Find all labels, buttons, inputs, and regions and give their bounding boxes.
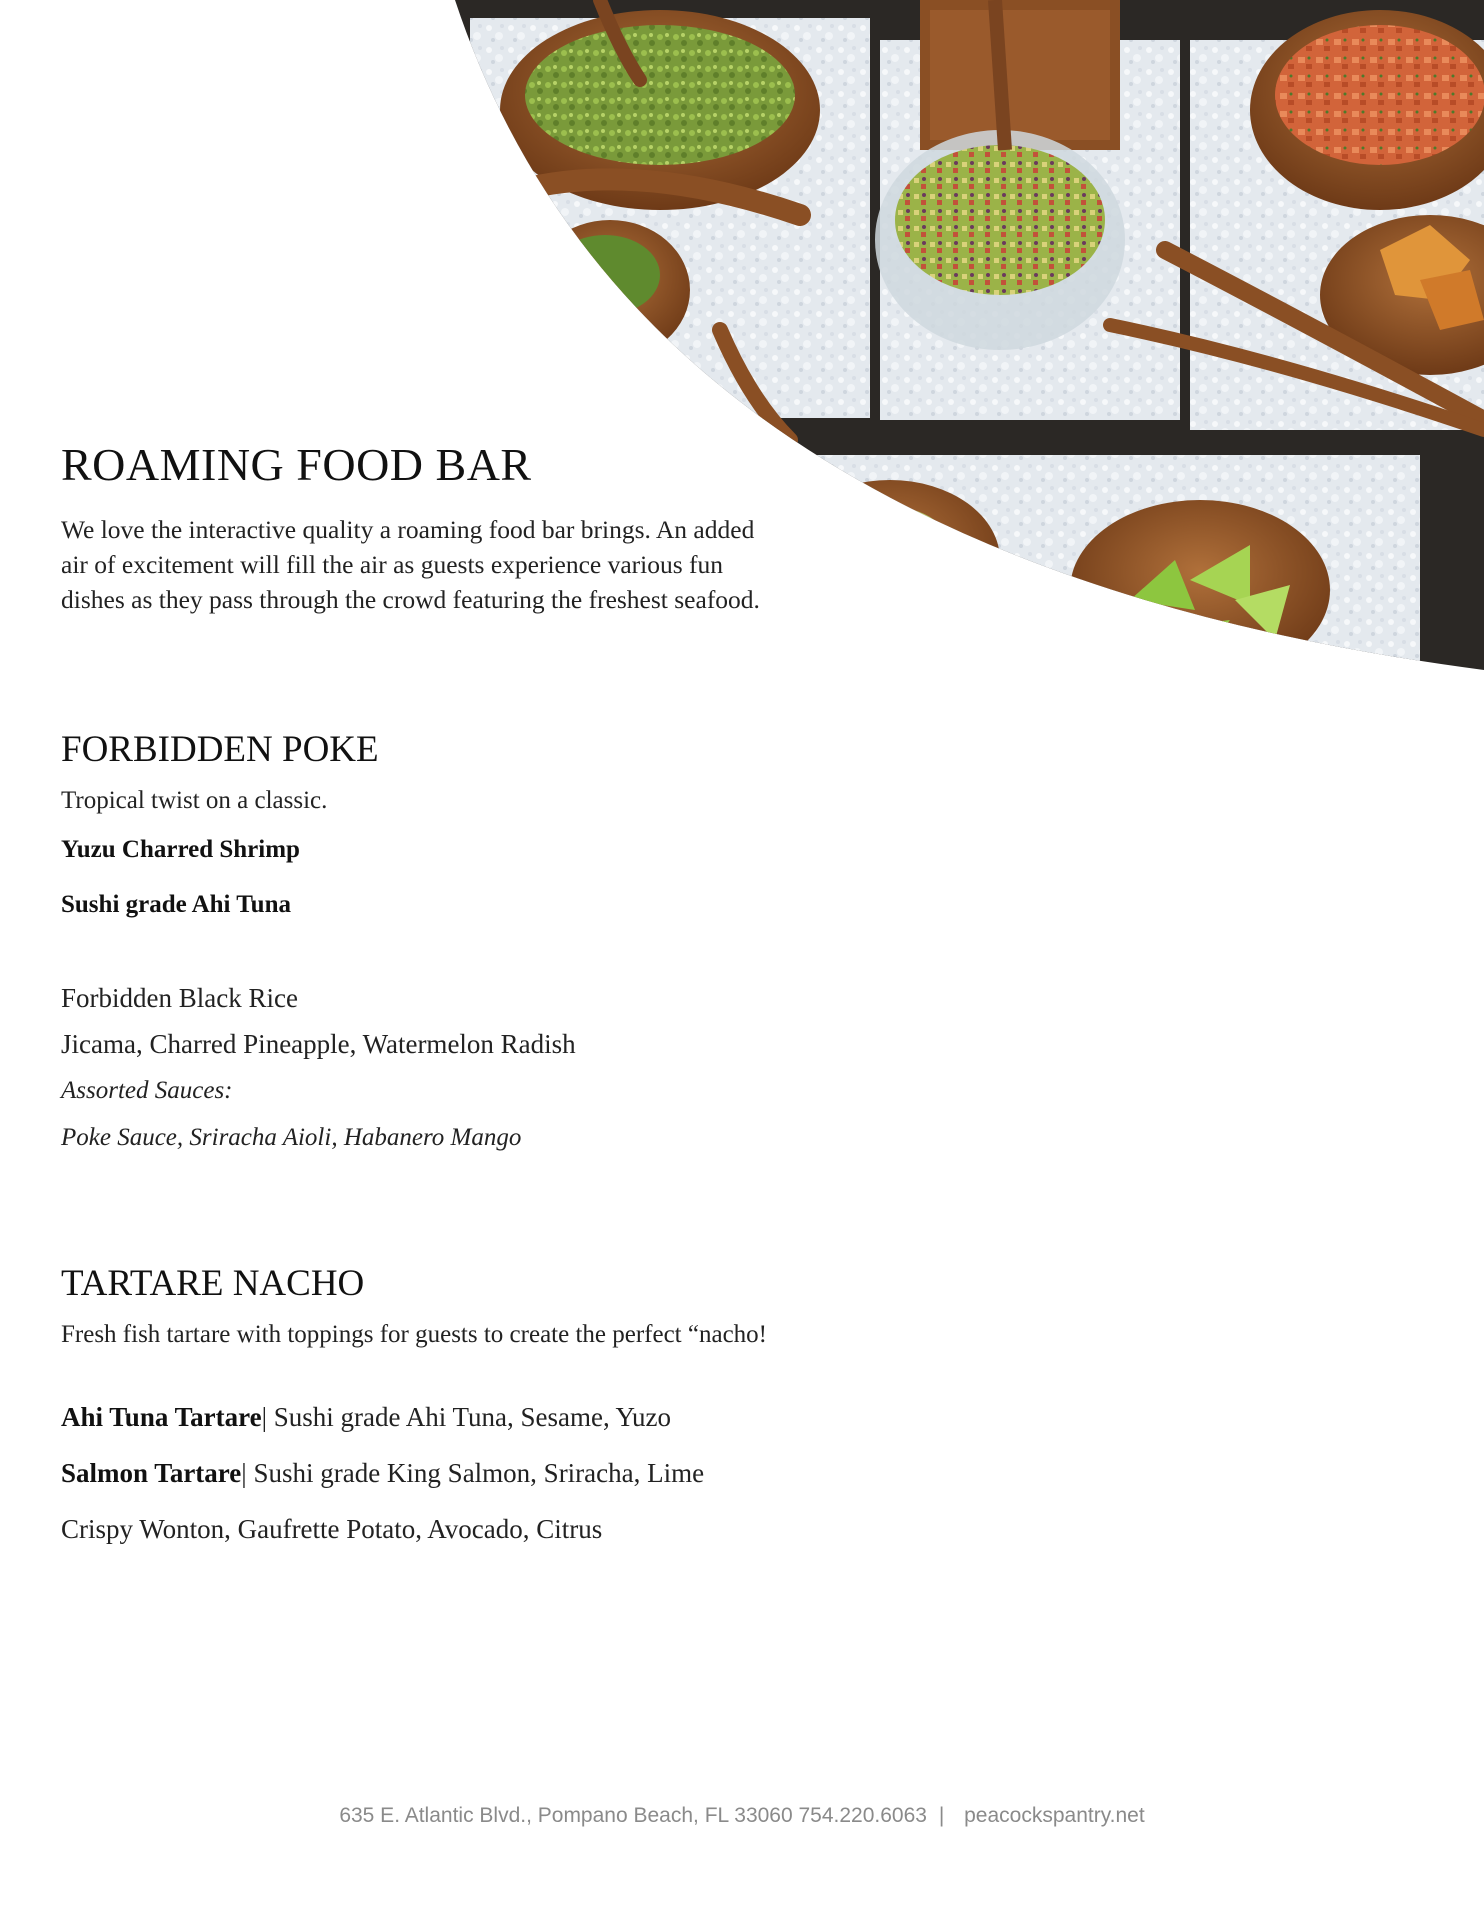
- poke-toppings: Jicama, Charred Pineapple, Watermelon Radish: [61, 1029, 576, 1059]
- nacho-item-name: Ahi Tuna Tartare: [61, 1402, 262, 1432]
- poke-protein-shrimp: Yuzu Charred Shrimp: [61, 836, 300, 863]
- footer-website-link[interactable]: peacockspantry.net: [964, 1804, 1145, 1827]
- nacho-item-ahi: [61, 1402, 671, 1433]
- poke-protein-tuna: Sushi grade Ahi Tuna: [61, 891, 291, 918]
- nacho-description: Fresh fish tartare with toppings for guests to create the perfect “nacho!: [61, 1321, 767, 1348]
- nacho-section-title: TARTARE NACHO: [61, 1263, 365, 1304]
- intro-paragraph: We love the interactive quality a roaming food bar brings. An added air of excitement will fill the air as guests experience various fun dishes as they pass through the crowd featuring the freshest seafood.: [61, 515, 760, 614]
- nacho-item-salmon: [61, 1458, 704, 1489]
- nacho-extras: Crispy Wonton, Gaufrette Potato, Avocado, Citrus: [61, 1514, 603, 1544]
- footer-separator: |: [938, 1804, 945, 1827]
- poke-sauces-label: Assorted Sauces:: [61, 1077, 233, 1104]
- nacho-item-separator: |: [241, 1458, 247, 1488]
- poke-sauces: Poke Sauce, Sriracha Aioli, Habanero Mango: [61, 1124, 522, 1151]
- footer: [0, 1804, 1484, 1828]
- poke-description: Tropical twist on a classic.: [61, 787, 328, 814]
- page-title: ROAMING FOOD BAR: [61, 439, 532, 490]
- poke-base: Forbidden Black Rice: [61, 983, 298, 1013]
- nacho-item-separator: |: [261, 1402, 267, 1432]
- nacho-item-name: Salmon Tartare: [61, 1458, 242, 1488]
- nacho-item-detail: Sushi grade King Salmon, Sriracha, Lime: [253, 1458, 705, 1488]
- poke-section-title: FORBIDDEN POKE: [61, 729, 379, 770]
- footer-address: 635 E. Atlantic Blvd., Pompano Beach, FL 33060 754.220.6063: [339, 1804, 927, 1827]
- nacho-item-detail: Sushi grade Ahi Tuna, Sesame, Yuzo: [273, 1402, 671, 1432]
